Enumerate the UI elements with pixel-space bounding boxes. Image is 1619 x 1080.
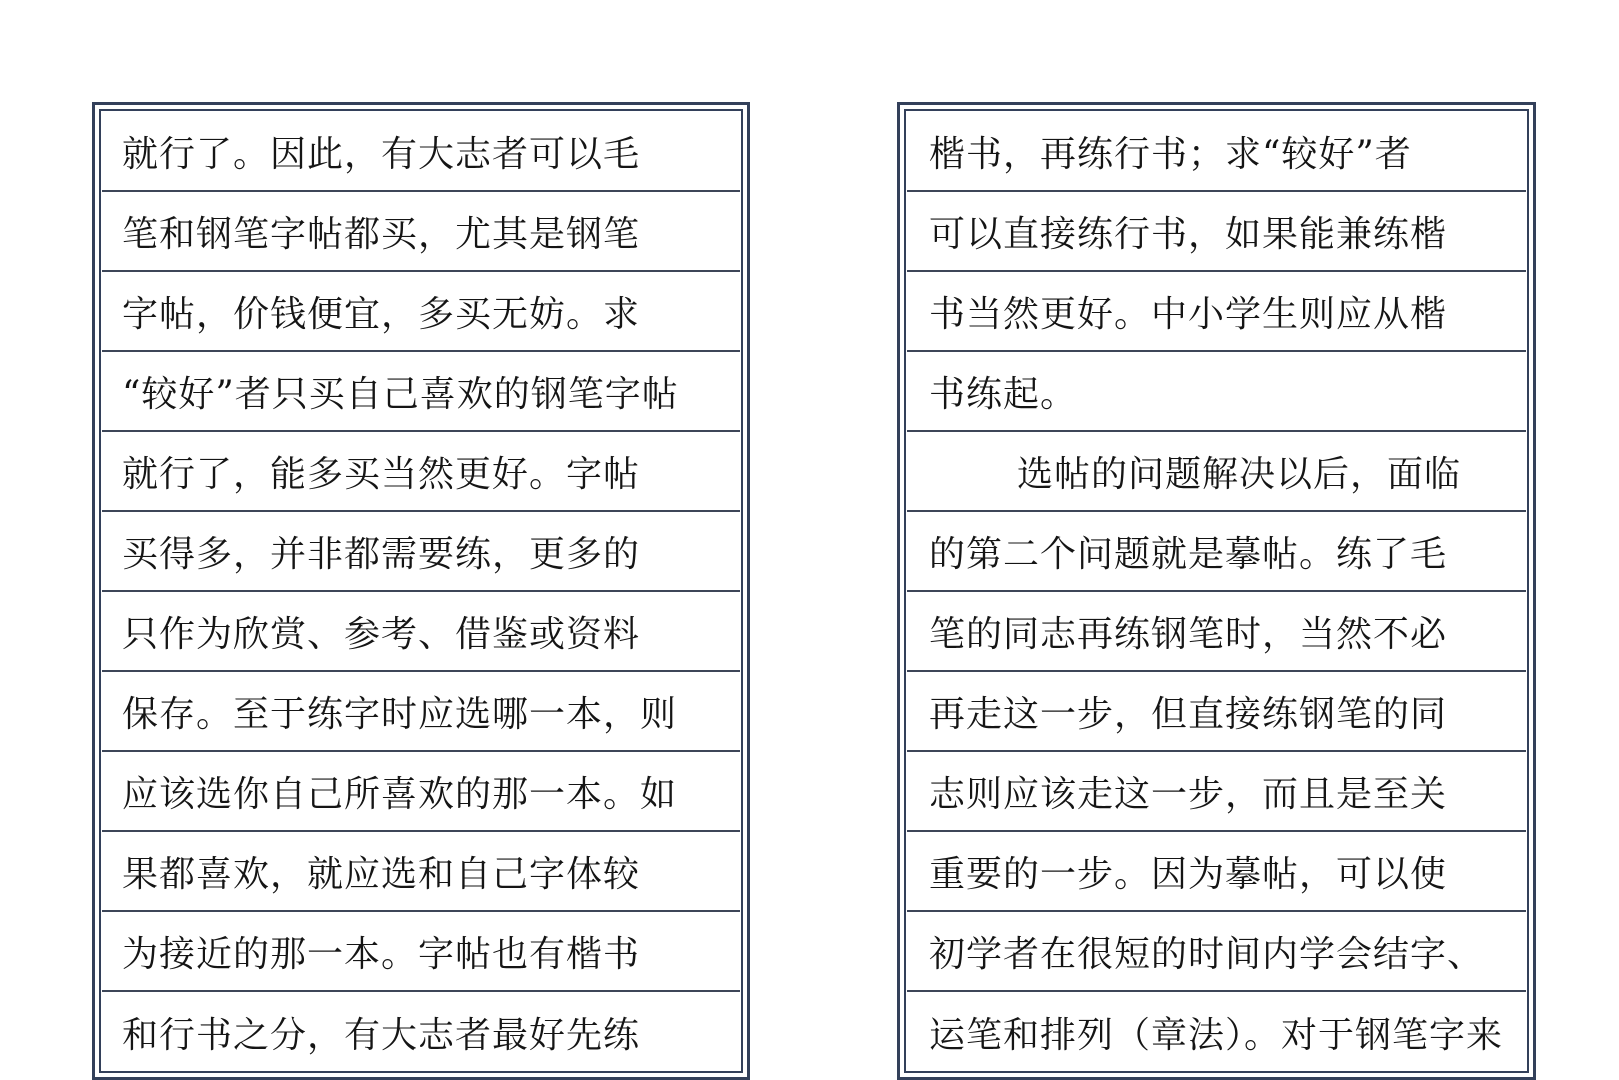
right-line: 重要的一步。因为摹帖，可以使: [907, 832, 1526, 912]
left-line: 应该选你自己所喜欢的那一本。如: [102, 752, 740, 832]
left-line: 果都喜欢，就应选和自己字体较: [102, 832, 740, 912]
left-line: 就行了。因此，有大志者可以毛: [102, 112, 740, 192]
right-line: 可以直接练行书，如果能兼练楷: [907, 192, 1526, 272]
left-line: 字帖，价钱便宜，多买无妨。求: [102, 272, 740, 352]
left-line: 就行了，能多买当然更好。字帖: [102, 432, 740, 512]
right-line: 书当然更好。中小学生则应从楷: [907, 272, 1526, 352]
right-line: 运笔和排列（章法）。对于钢笔字来: [929, 1014, 1504, 1056]
right-grid-page: [897, 102, 1536, 1080]
left-line: 买得多，并非都需要练，更多的: [102, 512, 740, 592]
right-line: 再走这一步，但直接练钢笔的同: [907, 672, 1526, 752]
right-line-list: [907, 112, 1526, 1070]
left-line: 和行书之分，有大志者最好先练: [122, 1014, 641, 1056]
left-line: 为接近的那一本。字帖也有楷书: [102, 912, 740, 992]
left-line-list: [102, 112, 740, 1070]
left-line: 笔和钢笔字帖都买，尤其是钢笔: [102, 192, 740, 272]
left-line: 只作为欣赏、参考、借鉴或资料: [102, 592, 740, 672]
right-line: 初学者在很短的时间内学会结字、: [907, 912, 1526, 992]
left-line: 保存。至于练字时应选哪一本，则: [102, 672, 740, 752]
right-line: 书练起。: [907, 352, 1526, 432]
right-line: 的第二个问题就是摹帖。练了毛: [907, 512, 1526, 592]
right-line: 笔的同志再练钢笔时，当然不必: [907, 592, 1526, 672]
right-line: 楷书，再练行书；求“较好”者: [907, 112, 1526, 192]
right-line: 志则应该走这一步，而且是至关: [907, 752, 1526, 832]
right-line-paragraph-start: 选帖的问题解决以后，面临: [907, 432, 1526, 512]
left-grid-page: [92, 102, 750, 1080]
left-line: “较好”者只买自己喜欢的钢笔字帖: [102, 352, 740, 432]
